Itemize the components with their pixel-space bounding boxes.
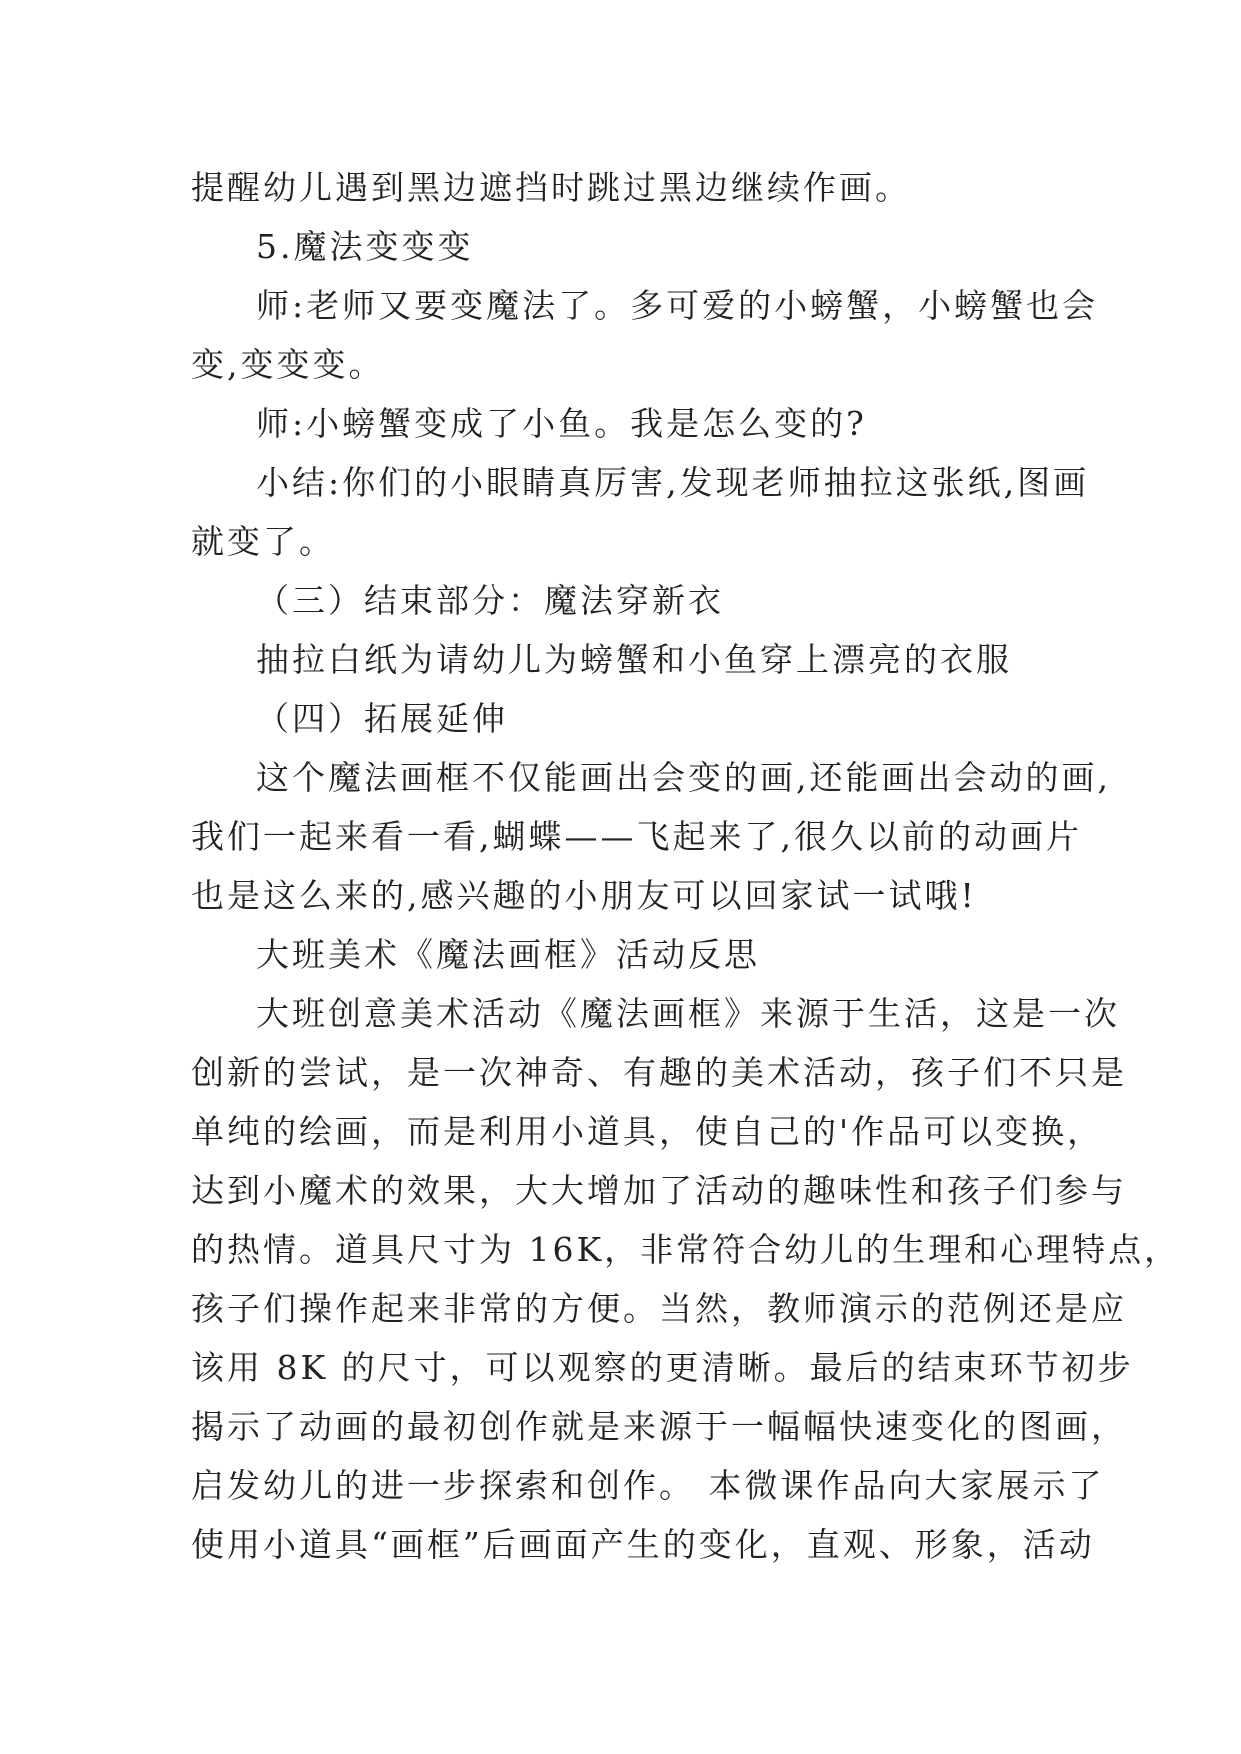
- text-line: 这个魔法画框不仅能画出会变的画,还能画出会动的画,: [256, 758, 1111, 797]
- text-line: 小结:你们的小眼睛真厉害,发现老师抽拉这张纸,图画: [256, 463, 1090, 502]
- text-line: 揭示了动画的最初创作就是来源于一幅幅快速变化的图画，: [191, 1407, 1127, 1446]
- text-line: 变,变变变。: [191, 345, 385, 384]
- text-line: 达到小魔术的效果，大大增加了活动的趣味性和孩子们参与: [191, 1171, 1127, 1210]
- text-line: 单纯的绘画，而是利用小道具，使自己的'作品可以变换，: [191, 1112, 1104, 1151]
- text-line: （三）结束部分：魔法穿新衣: [256, 581, 724, 620]
- text-line: 就变了。: [191, 522, 335, 561]
- text-line: 师:小螃蟹变成了小鱼。我是怎么变的?: [256, 404, 867, 443]
- text-line: 也是这么来的,感兴趣的小朋友可以回家试一试哦!: [191, 876, 977, 915]
- document-body: [191, 158, 1181, 1574]
- text-line: 孩子们操作起来非常的方便。当然，教师演示的范例还是应: [191, 1289, 1127, 1328]
- text-line: （四）拓展延伸: [256, 699, 508, 738]
- text-line: 创新的尝试，是一次神奇、有趣的美术活动，孩子们不只是: [191, 1053, 1127, 1092]
- text-line: 的热情。道具尺寸为 16K，非常符合幼儿的生理和心理特点，: [191, 1230, 1181, 1269]
- text-line: 使用小道具“画框”后画面产生的变化，直观、形象，活动: [191, 1525, 1095, 1564]
- text-line: 提醒幼儿遇到黑边遮挡时跳过黑边继续作画。: [191, 168, 911, 207]
- text-line: 该用 8K 的尺寸，可以观察的更清晰。最后的结束环节初步: [191, 1348, 1134, 1387]
- text-line: 大班创意美术活动《魔法画框》来源于生活，这是一次: [256, 994, 1120, 1033]
- text-line: 5.魔法变变变: [256, 227, 474, 266]
- text-line: 抽拉白纸为请幼儿为螃蟹和小鱼穿上漂亮的衣服: [256, 640, 1012, 679]
- text-line: 师:老师又要变魔法了。多可爱的小螃蟹，小螃蟹也会: [256, 286, 1099, 325]
- text-line: 启发幼儿的进一步探索和创作。 本微课作品向大家展示了: [191, 1466, 1105, 1505]
- text-line: 大班美术《魔法画框》活动反思: [256, 935, 760, 974]
- text-line: 我们一起来看一看,蝴蝶——飞起来了,很久以前的动画片: [191, 817, 1082, 856]
